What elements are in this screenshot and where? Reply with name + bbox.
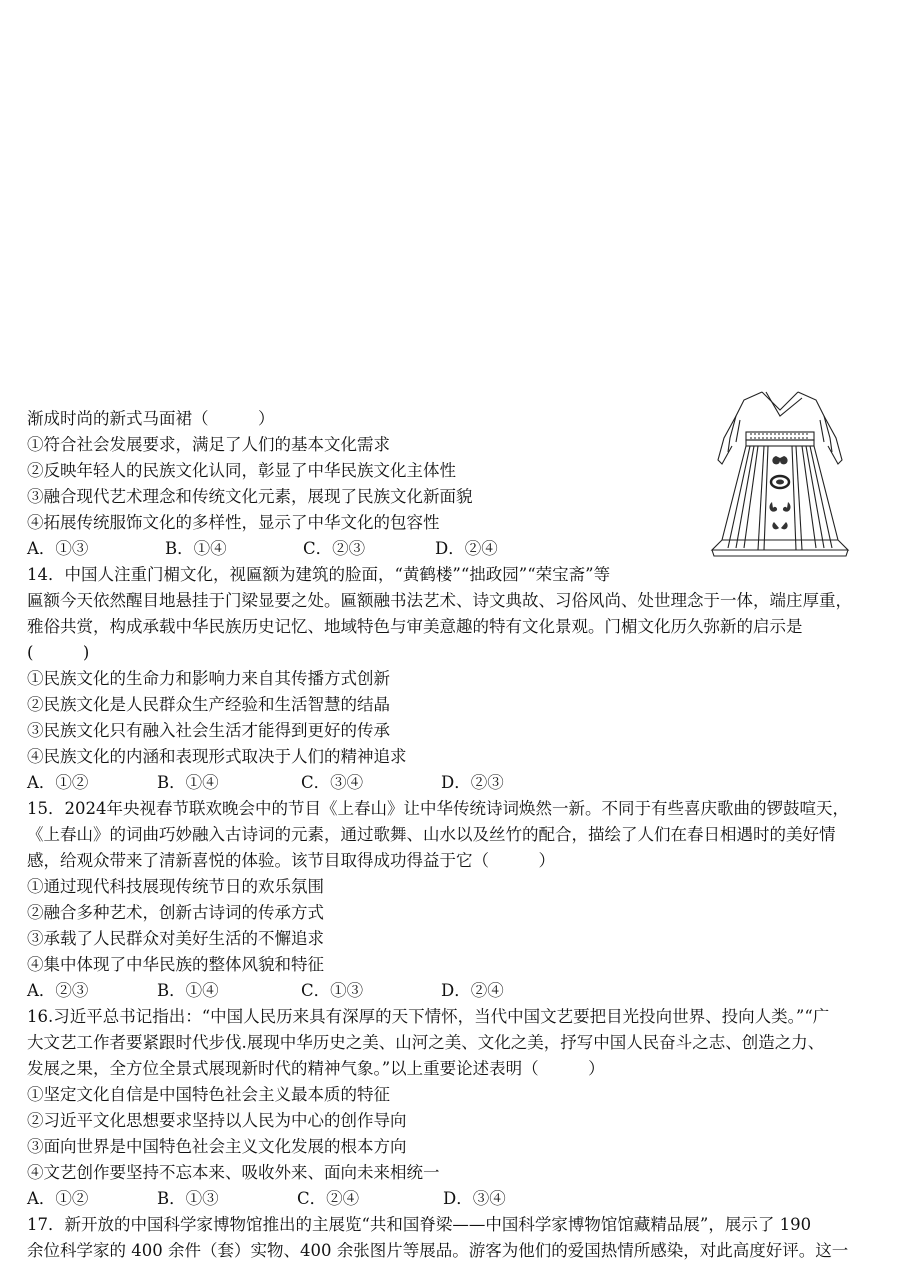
q13-option-d[interactable]: D．②④ — [435, 539, 498, 558]
q14-option-b[interactable]: B．①④ — [157, 773, 219, 792]
q16-stem-line-3: 发展之果，全方位全景式展现新时代的精神气象。”以上重要论述表明（ ） — [27, 1059, 605, 1078]
q15-option-c[interactable]: C．①③ — [301, 981, 364, 1000]
q15-option-a[interactable]: A．②③ — [27, 981, 89, 1000]
q14-statement-4: ④民族文化的内涵和表现形式取决于人们的精神追求 — [27, 747, 407, 766]
q13-statement-4: ④拓展传统服饰文化的多样性，显示了中华文化的包容性 — [27, 513, 440, 532]
q13-option-c[interactable]: C．②③ — [303, 539, 366, 558]
q15-stem-line-1: 15．2024年央视春节联欢晚会中的节目《上春山》让中华传统诗词焕然一新。不同于有些喜庆歌曲的锣鼓喧天， — [27, 799, 849, 818]
q14-stem-line-2: 匾额今天依然醒目地悬挂于门梁显要之处。匾额融书法艺术、诗文典故、习俗风尚、处世理念于一体，端庄厚重， — [27, 591, 852, 610]
q16-statement-3: ③面向世界是中国特色社会主义文化发展的根本方向 — [27, 1137, 407, 1156]
q16-statement-4: ④文艺创作要坚持不忘本来、吸收外来、面向未来相统一 — [27, 1163, 440, 1182]
q17-stem-line-2: 余位科学家的 400 余件（套）实物、400 余张图片等展品。游客为他们的爱国热情所感染，对此高度好评。这一 — [27, 1241, 849, 1260]
q14-statement-1: ①民族文化的生命力和影响力来自其传播方式创新 — [27, 669, 390, 688]
q15-options — [27, 978, 880, 1004]
q16-option-b[interactable]: B．①③ — [157, 1189, 219, 1208]
q14-option-c[interactable]: C．③④ — [301, 773, 364, 792]
q15-option-b[interactable]: B．①④ — [157, 981, 219, 1000]
q17-stem-line-1: 17．新开放的中国科学家博物馆推出的主展览“共和国脊梁——中国科学家博物馆馆藏精品展”，展示了 190 — [27, 1215, 812, 1234]
q14-option-d[interactable]: D．②③ — [441, 773, 504, 792]
q13-option-b[interactable]: B．①④ — [165, 539, 227, 558]
q15-statement-1: ①通过现代科技展现传统节日的欢乐氛围 — [27, 877, 324, 896]
q13-option-a[interactable]: A．①③ — [27, 539, 89, 558]
q13-stem: 渐成时尚的新式马面裙（ ） — [27, 409, 275, 428]
q15-statement-2: ②融合多种艺术，创新古诗词的传承方式 — [27, 903, 324, 922]
q14-stem-line-3: 雅俗共赏，构成承载中华民族历史记忆、地域特色与审美意趣的特有文化景观。门楣文化历久弥新的启示是 — [27, 617, 803, 636]
q16-option-d[interactable]: D．③④ — [443, 1189, 506, 1208]
q14-stem-line-1: 14．中国人注重门楣文化，视匾额为建筑的脸面，“黄鹤楼”“拙政园”“荣宝斋”等 — [27, 565, 611, 584]
q16-stem-line-1: 16.习近平总书记指出：“中国人民历来具有深厚的天下情怀，当代中国文艺要把目光投向世界、投向人类。”“广 — [27, 1007, 830, 1026]
q13-statement-1: ①符合社会发展要求，满足了人们的基本文化需求 — [27, 435, 390, 454]
q16-stem-line-2: 大文艺工作者要紧跟时代步伐.展现中华历史之美、山河之美、文化之美，抒写中国人民奋斗之志、创造之力、 — [27, 1033, 825, 1052]
mamian-skirt-illustration — [706, 390, 854, 560]
q13-statement-2: ②反映年轻人的民族文化认同，彰显了中华民族文化主体性 — [27, 461, 456, 480]
q15-statement-4: ④集中体现了中华民族的整体风貌和特征 — [27, 955, 324, 974]
q15-statement-3: ③承载了人民群众对美好生活的不懈追求 — [27, 929, 324, 948]
q14-statement-3: ③民族文化只有融入社会生活才能得到更好的传承 — [27, 721, 390, 740]
q14-options — [27, 770, 880, 796]
q15-stem-line-3: 感，给观众带来了清新喜悦的体验。该节目取得成功得益于它（ ） — [27, 851, 555, 870]
q16-option-c[interactable]: C．②④ — [297, 1189, 360, 1208]
q14-statement-2: ②民族文化是人民群众生产经验和生活智慧的结晶 — [27, 695, 390, 714]
q15-option-d[interactable]: D．②④ — [441, 981, 504, 1000]
q15-stem-line-2: 《上春山》的词曲巧妙融入古诗词的元素，通过歌舞、山水以及丝竹的配合，描绘了人们在春日相遇时的美好情 — [27, 825, 836, 844]
q16-options — [27, 1186, 880, 1212]
q14-option-a[interactable]: A．①② — [27, 773, 89, 792]
q16-statement-2: ②习近平文化思想要求坚持以人民为中心的创作导向 — [27, 1111, 407, 1130]
q13-statement-3: ③融合现代艺术理念和传统文化元素，展现了民族文化新面貌 — [27, 487, 473, 506]
q16-option-a[interactable]: A．①② — [27, 1189, 89, 1208]
q16-statement-1: ①坚定文化自信是中国特色社会主义最本质的特征 — [27, 1085, 390, 1104]
q14-answer-bracket: ( ) — [27, 643, 90, 662]
